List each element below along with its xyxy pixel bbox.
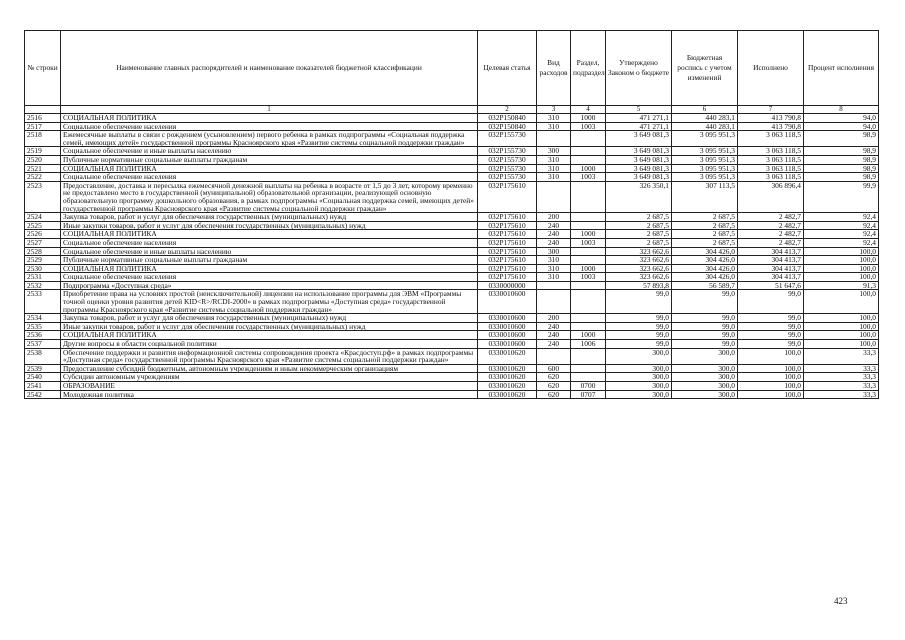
- row-name-cell: Ежемесячные выплаты в связи с рождением (усыновлением) первого ребенка в рамках подпрограммы «Социальная поддержка семей, имеющих детей» государственной программы Красноярского края «Развитие системы социальной поддержки граждан»: [61, 131, 478, 147]
- expense-type-cell: 310: [537, 256, 571, 265]
- row-name-cell: Подпрограмма «Доступная среда»: [61, 281, 478, 290]
- row-name-cell: СОЦИАЛЬНАЯ ПОЛИТИКА: [61, 230, 478, 239]
- approved-amount-cell: 3 649 081,3: [606, 164, 672, 173]
- page-number: 423: [834, 596, 848, 606]
- target-article-cell: 032Р175610: [478, 221, 537, 230]
- section-cell: 1000: [571, 264, 606, 273]
- column-number-cell: 8: [804, 106, 879, 114]
- percent-cell: 98,9: [804, 131, 879, 147]
- schedule-amount-cell: 304 426,0: [672, 247, 738, 256]
- row-number-cell: 2525: [25, 221, 61, 230]
- approved-amount-cell: 300,0: [606, 390, 672, 399]
- section-cell: 1000: [571, 164, 606, 173]
- percent-cell: 92,4: [804, 213, 879, 222]
- executed-amount-cell: 100,0: [738, 382, 804, 391]
- percent-cell: 100,0: [804, 314, 879, 323]
- schedule-amount-cell: 440 283,1: [672, 122, 738, 131]
- row-name-cell: Предоставление субсидий бюджетным, автономным учреждениям и иным некоммерческим организациям: [61, 364, 478, 373]
- section-cell: 1003: [571, 238, 606, 247]
- row-number-cell: 2536: [25, 331, 61, 340]
- percent-cell: 100,0: [804, 264, 879, 273]
- column-number-cell: 2: [478, 106, 537, 114]
- section-cell: [571, 131, 606, 147]
- expense-type-cell: 310: [537, 164, 571, 173]
- target-article-cell: 0330010600: [478, 314, 537, 323]
- executed-amount-cell: 3 063 118,5: [738, 131, 804, 147]
- row-number-cell: 2537: [25, 340, 61, 349]
- header-target-article: Целевая статья: [478, 31, 537, 106]
- table-row: [25, 238, 879, 247]
- table-row: [25, 122, 879, 131]
- approved-amount-cell: 2 687,5: [606, 221, 672, 230]
- percent-cell: 100,0: [804, 322, 879, 331]
- approved-amount-cell: 300,0: [606, 382, 672, 391]
- column-number-row: [25, 106, 879, 114]
- target-article-cell: 032Р175610: [478, 256, 537, 265]
- executed-amount-cell: 304 413,7: [738, 247, 804, 256]
- section-cell: 1003: [571, 273, 606, 282]
- row-number-cell: 2542: [25, 390, 61, 399]
- expense-type-cell: 240: [537, 221, 571, 230]
- expense-type-cell: 620: [537, 373, 571, 382]
- header-executed: Исполнено: [738, 31, 804, 106]
- expense-type-cell: 300: [537, 147, 571, 156]
- schedule-amount-cell: 440 283,1: [672, 114, 738, 123]
- section-cell: 1003: [571, 122, 606, 131]
- approved-amount-cell: 323 662,6: [606, 247, 672, 256]
- budget-execution-table: [24, 30, 879, 399]
- percent-cell: 33,3: [804, 390, 879, 399]
- expense-type-cell: 310: [537, 155, 571, 164]
- table-row: [25, 382, 879, 391]
- row-number-cell: 2532: [25, 281, 61, 290]
- table-row: [25, 247, 879, 256]
- table-row: [25, 164, 879, 173]
- approved-amount-cell: 99,0: [606, 290, 672, 314]
- target-article-cell: 0330010600: [478, 322, 537, 331]
- section-cell: 0700: [571, 382, 606, 391]
- table-header-row: [25, 31, 879, 106]
- schedule-amount-cell: 3 095 951,3: [672, 131, 738, 147]
- percent-cell: 91,3: [804, 281, 879, 290]
- approved-amount-cell: 471 271,1: [606, 122, 672, 131]
- percent-cell: 94,0: [804, 114, 879, 123]
- executed-amount-cell: 99,0: [738, 290, 804, 314]
- row-number-cell: 2527: [25, 238, 61, 247]
- expense-type-cell: 240: [537, 238, 571, 247]
- row-number-cell: 2520: [25, 155, 61, 164]
- target-article-cell: 0330010600: [478, 331, 537, 340]
- executed-amount-cell: 2 482,7: [738, 230, 804, 239]
- executed-amount-cell: 3 063 118,5: [738, 164, 804, 173]
- target-article-cell: 0330010620: [478, 390, 537, 399]
- table-row: [25, 155, 879, 164]
- section-cell: [571, 221, 606, 230]
- section-cell: [571, 348, 606, 364]
- schedule-amount-cell: 300,0: [672, 364, 738, 373]
- target-article-cell: 032Р155730: [478, 173, 537, 182]
- row-name-cell: СОЦИАЛЬНАЯ ПОЛИТИКА: [61, 331, 478, 340]
- section-cell: [571, 147, 606, 156]
- target-article-cell: 0330010620: [478, 382, 537, 391]
- approved-amount-cell: 99,0: [606, 314, 672, 323]
- schedule-amount-cell: 99,0: [672, 331, 738, 340]
- section-cell: 1000: [571, 114, 606, 123]
- table-row: [25, 173, 879, 182]
- target-article-cell: 0330010600: [478, 290, 537, 314]
- expense-type-cell: 240: [537, 322, 571, 331]
- row-name-cell: Социальное обеспечение населения: [61, 122, 478, 131]
- expense-type-cell: [537, 290, 571, 314]
- row-name-cell: Социальное обеспечение населения: [61, 273, 478, 282]
- row-number-cell: 2541: [25, 382, 61, 391]
- column-number-cell: 7: [738, 106, 804, 114]
- schedule-amount-cell: 99,0: [672, 314, 738, 323]
- header-row-number: № строки: [25, 31, 61, 106]
- approved-amount-cell: 2 687,5: [606, 238, 672, 247]
- row-number-cell: 2522: [25, 173, 61, 182]
- section-cell: [571, 256, 606, 265]
- row-name-cell: Иные закупки товаров, работ и услуг для обеспечения государственных (муниципальных) нужд: [61, 322, 478, 331]
- table-row: [25, 331, 879, 340]
- target-article-cell: 032Р175610: [478, 230, 537, 239]
- row-number-cell: 2539: [25, 364, 61, 373]
- expense-type-cell: 310: [537, 114, 571, 123]
- table-row: [25, 230, 879, 239]
- percent-cell: 92,4: [804, 230, 879, 239]
- schedule-amount-cell: 304 426,0: [672, 273, 738, 282]
- percent-cell: 100,0: [804, 290, 879, 314]
- expense-type-cell: 620: [537, 390, 571, 399]
- row-name-cell: СОЦИАЛЬНАЯ ПОЛИТИКА: [61, 114, 478, 123]
- target-article-cell: 032Р175610: [478, 264, 537, 273]
- row-number-cell: 2526: [25, 230, 61, 239]
- executed-amount-cell: 2 482,7: [738, 213, 804, 222]
- target-article-cell: 032Р155730: [478, 147, 537, 156]
- expense-type-cell: [537, 131, 571, 147]
- row-name-cell: Приобретение права на условиях простой (неисключительной) лицензии на использование программы для ЭВМ «Программы точной оценки уровня развития детей KID<R>/RCDI-2000» в рамках подпрограммы «Доступная среда» государственной программы Красноярского края «Развитие системы социальной поддержки граждан»: [61, 290, 478, 314]
- schedule-amount-cell: 99,0: [672, 340, 738, 349]
- approved-amount-cell: 3 649 081,3: [606, 147, 672, 156]
- row-number-cell: 2521: [25, 164, 61, 173]
- percent-cell: 98,9: [804, 173, 879, 182]
- row-name-cell: ОБРАЗОВАНИЕ: [61, 382, 478, 391]
- percent-cell: 98,9: [804, 164, 879, 173]
- expense-type-cell: [537, 281, 571, 290]
- table-row: [25, 348, 879, 364]
- percent-cell: 33,3: [804, 373, 879, 382]
- approved-amount-cell: 326 350,1: [606, 181, 672, 212]
- approved-amount-cell: 99,0: [606, 322, 672, 331]
- row-name-cell: СОЦИАЛЬНАЯ ПОЛИТИКА: [61, 164, 478, 173]
- target-article-cell: 032Р155730: [478, 131, 537, 147]
- expense-type-cell: 200: [537, 213, 571, 222]
- schedule-amount-cell: 3 095 951,3: [672, 164, 738, 173]
- executed-amount-cell: 413 790,8: [738, 122, 804, 131]
- schedule-amount-cell: 3 095 951,3: [672, 155, 738, 164]
- target-article-cell: 032Р175610: [478, 238, 537, 247]
- expense-type-cell: 310: [537, 273, 571, 282]
- approved-amount-cell: 323 662,6: [606, 256, 672, 265]
- section-cell: 0707: [571, 390, 606, 399]
- percent-cell: 99,9: [804, 181, 879, 212]
- executed-amount-cell: 51 647,6: [738, 281, 804, 290]
- table-body: [25, 114, 879, 399]
- percent-cell: 92,4: [804, 238, 879, 247]
- schedule-amount-cell: 3 095 951,3: [672, 147, 738, 156]
- target-article-cell: 032Р150840: [478, 114, 537, 123]
- table-row: [25, 256, 879, 265]
- table-row: [25, 364, 879, 373]
- target-article-cell: 0330010620: [478, 348, 537, 364]
- row-number-cell: 2524: [25, 213, 61, 222]
- header-section: Раздел, подраздел: [571, 31, 606, 106]
- row-number-cell: 2523: [25, 181, 61, 212]
- header-name: Наименование главных распорядителей и наименование показателей бюджетной классификации: [61, 31, 478, 106]
- table-row: [25, 340, 879, 349]
- table-row: [25, 281, 879, 290]
- table-row: [25, 314, 879, 323]
- approved-amount-cell: 3 649 081,3: [606, 173, 672, 182]
- target-article-cell: 0330010620: [478, 373, 537, 382]
- table-row: [25, 114, 879, 123]
- schedule-amount-cell: 2 687,5: [672, 230, 738, 239]
- percent-cell: 98,9: [804, 155, 879, 164]
- table-row: [25, 290, 879, 314]
- schedule-amount-cell: 99,0: [672, 322, 738, 331]
- executed-amount-cell: 2 482,7: [738, 221, 804, 230]
- header-expense-type: Вид расходов: [537, 31, 571, 106]
- column-number-cell: 6: [672, 106, 738, 114]
- executed-amount-cell: 100,0: [738, 348, 804, 364]
- row-name-cell: Другие вопросы в области социальной политики: [61, 340, 478, 349]
- schedule-amount-cell: 300,0: [672, 348, 738, 364]
- section-cell: 1000: [571, 230, 606, 239]
- row-name-cell: Обеспечение поддержки и развития информационной системы сопровождения проекта «Красдоступ.рф» в рамках подпрограммы «Доступная среда» государственной программы Красноярского края «Развитие системы социальной поддержки граждан»: [61, 348, 478, 364]
- schedule-amount-cell: 307 113,5: [672, 181, 738, 212]
- expense-type-cell: 310: [537, 173, 571, 182]
- executed-amount-cell: 100,0: [738, 364, 804, 373]
- percent-cell: 100,0: [804, 247, 879, 256]
- approved-amount-cell: 323 662,6: [606, 264, 672, 273]
- executed-amount-cell: 304 413,7: [738, 264, 804, 273]
- percent-cell: 100,0: [804, 340, 879, 349]
- section-cell: [571, 373, 606, 382]
- schedule-amount-cell: 304 426,0: [672, 264, 738, 273]
- row-name-cell: Социальное обеспечение и иные выплаты населению: [61, 247, 478, 256]
- schedule-amount-cell: 304 426,0: [672, 256, 738, 265]
- approved-amount-cell: 99,0: [606, 331, 672, 340]
- row-number-cell: 2516: [25, 114, 61, 123]
- executed-amount-cell: 3 063 118,5: [738, 147, 804, 156]
- row-number-cell: 2528: [25, 247, 61, 256]
- table-row: [25, 273, 879, 282]
- row-number-cell: 2529: [25, 256, 61, 265]
- row-name-cell: Социальное обеспечение населения: [61, 173, 478, 182]
- column-number-cell: 1: [61, 106, 478, 114]
- approved-amount-cell: 300,0: [606, 373, 672, 382]
- percent-cell: 100,0: [804, 256, 879, 265]
- percent-cell: 94,0: [804, 122, 879, 131]
- approved-amount-cell: 3 649 081,3: [606, 131, 672, 147]
- row-name-cell: Субсидии автономным учреждениям: [61, 373, 478, 382]
- section-cell: 1003: [571, 173, 606, 182]
- row-number-cell: 2540: [25, 373, 61, 382]
- section-cell: [571, 290, 606, 314]
- expense-type-cell: 600: [537, 364, 571, 373]
- expense-type-cell: 310: [537, 122, 571, 131]
- schedule-amount-cell: 2 687,5: [672, 238, 738, 247]
- section-cell: [571, 322, 606, 331]
- row-number-cell: 2530: [25, 264, 61, 273]
- approved-amount-cell: 300,0: [606, 364, 672, 373]
- row-number-cell: 2519: [25, 147, 61, 156]
- executed-amount-cell: 2 482,7: [738, 238, 804, 247]
- schedule-amount-cell: 300,0: [672, 373, 738, 382]
- section-cell: [571, 281, 606, 290]
- table-row: [25, 373, 879, 382]
- percent-cell: 98,9: [804, 147, 879, 156]
- target-article-cell: 0330000000: [478, 281, 537, 290]
- section-cell: 1000: [571, 331, 606, 340]
- expense-type-cell: [537, 181, 571, 212]
- target-article-cell: 032Р175610: [478, 247, 537, 256]
- executed-amount-cell: 304 413,7: [738, 256, 804, 265]
- expense-type-cell: 200: [537, 314, 571, 323]
- header-approved: Утверждено Законом о бюджете: [606, 31, 672, 106]
- row-name-cell: Социальное обеспечение и иные выплаты населению: [61, 147, 478, 156]
- row-number-cell: 2517: [25, 122, 61, 131]
- section-cell: [571, 213, 606, 222]
- percent-cell: 100,0: [804, 273, 879, 282]
- table-row: [25, 390, 879, 399]
- target-article-cell: 0330010620: [478, 364, 537, 373]
- target-article-cell: 0330010600: [478, 340, 537, 349]
- percent-cell: 33,3: [804, 348, 879, 364]
- table-row: [25, 264, 879, 273]
- section-cell: [571, 155, 606, 164]
- column-number-cell: 3: [537, 106, 571, 114]
- target-article-cell: 032Р175610: [478, 213, 537, 222]
- expense-type-cell: 240: [537, 340, 571, 349]
- row-name-cell: СОЦИАЛЬНАЯ ПОЛИТИКА: [61, 264, 478, 273]
- table-row: [25, 147, 879, 156]
- expense-type-cell: 300: [537, 247, 571, 256]
- target-article-cell: 032Р175610: [478, 181, 537, 212]
- expense-type-cell: 240: [537, 331, 571, 340]
- row-number-cell: 2533: [25, 290, 61, 314]
- column-number-cell: 4: [571, 106, 606, 114]
- row-name-cell: Публичные нормативные социальные выплаты гражданам: [61, 256, 478, 265]
- executed-amount-cell: 306 896,4: [738, 181, 804, 212]
- schedule-amount-cell: 3 095 951,3: [672, 173, 738, 182]
- row-number-cell: 2531: [25, 273, 61, 282]
- approved-amount-cell: 323 662,6: [606, 273, 672, 282]
- header-percent: Процент исполнения: [804, 31, 879, 106]
- approved-amount-cell: 300,0: [606, 348, 672, 364]
- target-article-cell: 032Р150840: [478, 122, 537, 131]
- approved-amount-cell: 99,0: [606, 340, 672, 349]
- section-cell: [571, 364, 606, 373]
- section-cell: [571, 181, 606, 212]
- approved-amount-cell: 471 271,1: [606, 114, 672, 123]
- percent-cell: 100,0: [804, 331, 879, 340]
- executed-amount-cell: 99,0: [738, 340, 804, 349]
- row-number-cell: 2535: [25, 322, 61, 331]
- executed-amount-cell: 3 063 118,5: [738, 173, 804, 182]
- target-article-cell: 032Р155730: [478, 164, 537, 173]
- executed-amount-cell: 413 790,8: [738, 114, 804, 123]
- row-number-cell: 2534: [25, 314, 61, 323]
- executed-amount-cell: 3 063 118,5: [738, 155, 804, 164]
- expense-type-cell: 240: [537, 230, 571, 239]
- percent-cell: 33,3: [804, 364, 879, 373]
- row-name-cell: Иные закупки товаров, работ и услуг для обеспечения государственных (муниципальных) нужд: [61, 221, 478, 230]
- row-name-cell: Предоставление, доставка и пересылка ежемесячной денежной выплаты на ребенка в возрасте от 1,5 до 3 лет, которому временно не предоставлено место в государственной (муниципальной) образовательной организации, реализующей основную образовательную программу дошкольного образования, в рамках подпрограммы «Социальная поддержка семей, имеющих детей» государственной программы Красноярского края «Развитие системы социальной поддержки граждан»: [61, 181, 478, 212]
- percent-cell: 33,3: [804, 382, 879, 391]
- table-row: [25, 131, 879, 147]
- schedule-amount-cell: 99,0: [672, 290, 738, 314]
- schedule-amount-cell: 300,0: [672, 382, 738, 391]
- approved-amount-cell: 57 893,8: [606, 281, 672, 290]
- row-name-cell: Социальное обеспечение населения: [61, 238, 478, 247]
- schedule-amount-cell: 2 687,5: [672, 213, 738, 222]
- approved-amount-cell: 2 687,5: [606, 230, 672, 239]
- section-cell: [571, 247, 606, 256]
- executed-amount-cell: 100,0: [738, 373, 804, 382]
- expense-type-cell: 310: [537, 264, 571, 273]
- executed-amount-cell: 304 413,7: [738, 273, 804, 282]
- expense-type-cell: [537, 348, 571, 364]
- expense-type-cell: 620: [537, 382, 571, 391]
- section-cell: 1006: [571, 340, 606, 349]
- target-article-cell: 032Р155730: [478, 155, 537, 164]
- executed-amount-cell: 99,0: [738, 331, 804, 340]
- header-budget-schedule: Бюджетная роспись с учетом изменений: [672, 31, 738, 106]
- column-number-cell: 5: [606, 106, 672, 114]
- executed-amount-cell: 100,0: [738, 390, 804, 399]
- section-cell: [571, 314, 606, 323]
- schedule-amount-cell: 2 687,5: [672, 221, 738, 230]
- executed-amount-cell: 99,0: [738, 314, 804, 323]
- approved-amount-cell: 2 687,5: [606, 213, 672, 222]
- row-name-cell: Закупка товаров, работ и услуг для обеспечения государственных (муниципальных) нужд: [61, 314, 478, 323]
- target-article-cell: 032Р175610: [478, 273, 537, 282]
- approved-amount-cell: 3 649 081,3: [606, 155, 672, 164]
- column-number-cell: [25, 106, 61, 114]
- row-name-cell: Публичные нормативные социальные выплаты гражданам: [61, 155, 478, 164]
- schedule-amount-cell: 300,0: [672, 390, 738, 399]
- row-number-cell: 2538: [25, 348, 61, 364]
- percent-cell: 92,4: [804, 221, 879, 230]
- table-row: [25, 181, 879, 212]
- row-name-cell: Молодежная политика: [61, 390, 478, 399]
- table-row: [25, 322, 879, 331]
- row-name-cell: Закупка товаров, работ и услуг для обеспечения государственных (муниципальных) нужд: [61, 213, 478, 222]
- table-row: [25, 213, 879, 222]
- executed-amount-cell: 99,0: [738, 322, 804, 331]
- table-row: [25, 221, 879, 230]
- schedule-amount-cell: 56 589,7: [672, 281, 738, 290]
- row-number-cell: 2518: [25, 131, 61, 147]
